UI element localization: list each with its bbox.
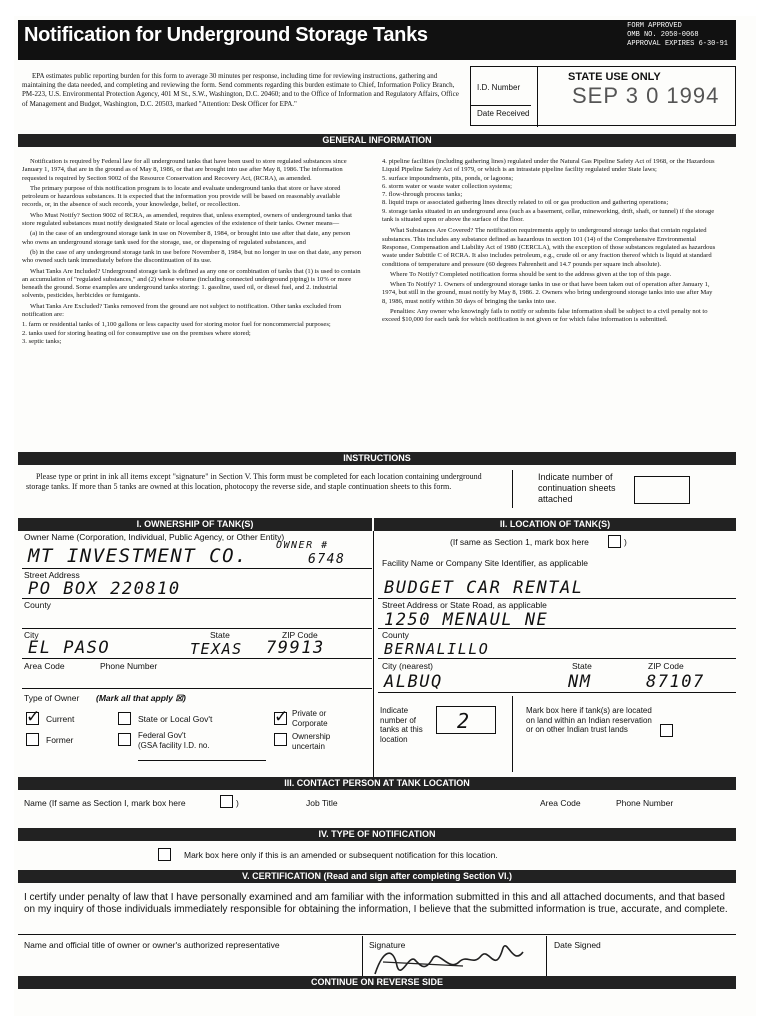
- location-zip-value[interactable]: 87107: [646, 672, 705, 692]
- location-street-label: Street Address or State Road, as applicable: [382, 600, 547, 610]
- contact-area-code-label: Area Code: [540, 798, 581, 808]
- continuation-sheets-field[interactable]: [634, 476, 690, 504]
- former-checkbox[interactable]: [26, 733, 39, 746]
- facility-name-label: Facility Name or Company Site Identifier, as applicable: [382, 558, 588, 568]
- stamp-date: SEP 3 0 1994: [572, 83, 720, 108]
- representative-name-label: Name and official title of owner or owner's authorized representative: [24, 940, 280, 950]
- form-header: [18, 20, 736, 60]
- signature-field[interactable]: [362, 936, 542, 980]
- gi-right-3: 6. storm water or waste water collection systems;: [382, 182, 513, 190]
- id-divider: [471, 105, 531, 106]
- location-county-value[interactable]: BERNALILLO: [384, 640, 490, 658]
- tank-count-value: 2: [457, 709, 471, 733]
- form-title: Notification for Underground Storage Tanks: [24, 24, 428, 46]
- area-code-label: Area Code: [24, 661, 65, 671]
- amended-notification-checkbox[interactable]: [158, 848, 171, 861]
- approval-expires: APPROVAL EXPIRES 6-30-91: [627, 40, 728, 48]
- street-address-value[interactable]: PO BOX 220810: [28, 579, 181, 599]
- gi-right-1: 4. pipeline facilities (including gathering lines) regulated under the Natural Gas Pipeline Safety Act of 1968, or the Hazardous Liquid Pipeline Safety Act of 1979, or which is an intrastate pipeline facility regulated under State laws;: [382, 158, 715, 174]
- gi-left-7: What Tanks Are Excluded? Tanks removed from the ground are not subject to notification. Other tanks excluded from notification are:: [22, 302, 342, 319]
- gsa-facility-text: (GSA facility I.D. no.: [138, 740, 210, 750]
- type-of-owner-hint: (Mark all that apply ☒): [96, 693, 186, 703]
- date-received-label: Date Received: [477, 109, 530, 118]
- location-state-label: State: [572, 661, 592, 671]
- contact-same-checkbox[interactable]: [220, 795, 233, 808]
- federal-gov-label: [138, 731, 268, 750]
- state-value[interactable]: TEXAS: [190, 640, 243, 658]
- gi-left-1: Notification is required by Federal law for all underground tanks that have been used to store regulated substances since January 1, 1974, that are in the ground as of May 8, 1986, or that are brought into use after May 8, 1986. The information requested is required by Section 9002 of the Resource Conservation and Recovery Act, (RCRA), as amended.: [22, 158, 347, 182]
- federal-gov-text: Federal Gov't: [138, 731, 186, 740]
- ownership-uncertain-label: Ownership uncertain: [292, 732, 331, 751]
- private-corporate-label: Private or Corporate: [292, 709, 328, 728]
- signature-label: Signature: [369, 940, 406, 950]
- gi-right-6: 9. storage tanks situated in an underground area (such as a basement, cellar, mineworking, drift, shaft, or tunnel) if the storage tank is situated upon or above the surface of the floor.: [382, 207, 715, 224]
- date-signed-label: Date Signed: [554, 940, 601, 950]
- ownership-uncertain-checkbox[interactable]: [274, 733, 287, 746]
- form-approved-line: FORM APPROVED: [627, 22, 682, 30]
- burden-text: EPA estimates public reporting burden for this form to average 30 minutes per response, including time for reviewing instructions, gathering and maintaining the data needed, and completing and reviewing the form. Send comments regarding this burden estimate to Chief, Information Policy Branch, PM-223, U.S. Environmental Protection Agency, 401 M St., S.W., Washington, D.C. 20460; and to the Office of Information and Regulatory Affairs, Office of Management and Budget, Washington, D.C. 20503, marked "Attention: Desk Officer for EPA.": [22, 72, 459, 108]
- zip-value[interactable]: 79913: [266, 638, 325, 658]
- omb-number: OMB NO. 2050-0068: [627, 31, 699, 39]
- type-of-owner-label: Type of Owner: [24, 693, 80, 703]
- facility-line: [378, 598, 736, 599]
- state-local-gov-label: State or Local Gov't: [138, 714, 213, 724]
- location-zip-label: ZIP Code: [648, 661, 684, 671]
- same-as-section1-checkbox[interactable]: [608, 535, 621, 548]
- location-street-value[interactable]: 1250 MENAUL NE: [384, 610, 549, 630]
- gi-right-9: When To Notify? 1. Owners of underground storage tanks in use or that have been taken out of operation after January 1, 1974, but still in the ground, must notify by May 8, 1986. 2. Owners who bring underground storage tanks into use after May 8, 1986, must notify within 30 days of bringing the tanks into use.: [382, 281, 713, 305]
- tank-count-label: Indicate number of tanks at this location: [380, 706, 423, 744]
- gi-right-8: Where To Notify? Completed notification forms should be sent to the address given at the top of this page.: [390, 270, 672, 278]
- state-use-box: [470, 66, 736, 126]
- location-city-line: [378, 692, 736, 693]
- gi-right-5: 8. liquid traps or associated gathering lines directly related to oil or gas production and gathering operations;: [382, 199, 669, 207]
- state-label: State: [210, 630, 230, 640]
- state-local-gov-checkbox[interactable]: [118, 712, 131, 725]
- location-city-value[interactable]: ALBUQ: [384, 672, 443, 692]
- general-info-left: [22, 158, 362, 346]
- federal-gov-checkbox[interactable]: [118, 733, 131, 746]
- current-checkbox[interactable]: [26, 712, 39, 725]
- gi-right-2: 5. surface impoundments, pits, ponds, or lagoons;: [382, 174, 514, 182]
- handwritten-signature: [363, 936, 543, 980]
- phone-line: [22, 688, 372, 689]
- location-county-line: [378, 658, 736, 659]
- facility-name-value[interactable]: BUDGET CAR RENTAL: [384, 578, 584, 598]
- gi-right-7: What Substances Are Covered? The notification requirements apply to underground storage tanks that contain regulated substances. This includes any substance defined as hazardous in section 101 (14) of the Comprehensive Environmental Response, Compensation and Liability Act of 1980 (CERCLA), with the exception of those substances regulated as hazardous waste under Subtitle C of RCRA. It also includes petroleum, e.g., crude oil or any fraction thereof which is liquid at standard conditions of temperature and pressure (60 degrees Fahrenheit and 14.7 pounds per square inch absolute).: [382, 227, 716, 268]
- location-county-label: County: [382, 630, 409, 640]
- contact-name-label: Name (If same as Section I, mark box here: [24, 798, 186, 808]
- owner-number-value[interactable]: 6748: [308, 552, 346, 567]
- received-stamp: [537, 67, 737, 127]
- gi-left-5: (b) in the case of any underground storage tank in use before November 8, 1984, but no longer in use on that date, any person who owned such tank immediately before the discontinuation of its use.: [22, 248, 362, 265]
- city-value[interactable]: EL PASO: [28, 638, 111, 658]
- section2-inner-divider: [512, 696, 513, 772]
- contact-same-close: ): [236, 798, 239, 808]
- id-number-label: I.D. Number: [477, 83, 521, 92]
- zip-label: ZIP Code: [282, 630, 318, 640]
- section-divider: [373, 531, 374, 777]
- location-street-line: [378, 628, 736, 629]
- county-line: [22, 628, 372, 629]
- amended-notification-label: Mark box here only if this is an amended or subsequent notification for this location.: [184, 850, 498, 860]
- city-line: [22, 658, 372, 659]
- street-address-label: Street Address: [24, 570, 80, 580]
- city-label: City: [24, 630, 39, 640]
- certification-line: [18, 934, 736, 935]
- instructions-heading: INSTRUCTIONS: [18, 452, 736, 465]
- indian-land-checkbox[interactable]: [660, 724, 673, 737]
- gi-left-2: The primary purpose of this notification program is to locate and evaluate underground tanks that store or have stored petroleum or hazardous substances. It is expected that the information you provide will be based on reasonably available records, or, in the absence of such records, your knowledge, belief, or recollection.: [22, 184, 341, 209]
- same-as-section1-label: (If same as Section 1, mark box here: [450, 537, 589, 547]
- owner-name-line: [22, 568, 372, 569]
- gi-right-10: Penalties: Any owner who knowingly fails to notify or submits false information shall be subject to a civil penalty not to exceed $10,000 for each tank for which notification is not given or for which false information is submitted.: [382, 308, 708, 324]
- owner-name-label: Owner Name (Corporation, Individual, Public Agency, or Other Entity): [24, 532, 285, 542]
- stamp-title: STATE USE ONLY: [568, 71, 661, 83]
- former-label: Former: [46, 735, 74, 745]
- gi-right-4: 7. flow-through process tanks;: [382, 191, 463, 199]
- continuation-label: Indicate number of continuation sheets attached: [538, 472, 616, 504]
- tank-count-field[interactable]: [436, 706, 496, 734]
- instructions-divider: [512, 470, 513, 508]
- section5-heading: V. CERTIFICATION (Read and sign after completing Section VI.): [18, 870, 736, 883]
- contact-job-title-label: Job Title: [306, 798, 338, 808]
- general-info-right: [382, 158, 716, 327]
- owner-number-label: OWNER #: [276, 540, 329, 551]
- continue-footer: CONTINUE ON REVERSE SIDE: [18, 976, 736, 989]
- instructions-text: Please type or print in ink all items except "signature" in Section V. This form must be completed for each location containing underground storage tanks. If more than 5 tanks are owned at this location, photocopy the reverse side, and staple continuation sheets to this form.: [26, 472, 482, 491]
- gi-left-3: Who Must Notify? Section 9002 of RCRA, as amended, requires that, unless exempted, owners of underground tanks that store regulated substances must notify designated State or local agencies of the existence of their tanks. Owner means—: [22, 211, 352, 228]
- contact-phone-label: Phone Number: [616, 798, 674, 808]
- owner-name-value[interactable]: MT INVESTMENT CO.: [28, 545, 248, 567]
- gi-left-6: What Tanks Are Included? Underground storage tank is defined as any one or combination of tanks that (1) is used to contain an accumulation of "regulated substances," and (2) whose volume (including connected underground piping) is 10% or more beneath the ground. Some examples are underground tanks storing: 1. gasoline, used oil, or diesel fuel, and 2. industrial solvents, pesticides, herbicides or fumigants.: [22, 267, 361, 300]
- general-info-heading: GENERAL INFORMATION: [18, 134, 736, 147]
- location-state-value[interactable]: NM: [568, 672, 592, 692]
- gi-left-9: 2. tanks used for storing heating oil for consumptive use on the premises where stored;: [22, 329, 251, 337]
- form-approval-info: [627, 22, 728, 49]
- private-corporate-checkbox[interactable]: [274, 712, 287, 725]
- county-label: County: [24, 600, 51, 610]
- indian-land-label: Mark box here if tank(s) are located on land within an Indian reservation or on other Indian trust lands: [526, 706, 652, 734]
- same-as-section1-close: ): [624, 537, 627, 547]
- section1-heading: I. OWNERSHIP OF TANK(S): [18, 518, 372, 531]
- burden-statement: [22, 72, 462, 109]
- gi-left-10: 3. septic tanks;: [22, 337, 62, 345]
- street-line: [22, 598, 372, 599]
- gi-left-8: 1. farm or residential tanks of 1,100 gallons or less capacity used for storing motor fuel for noncommercial purposes;: [22, 321, 331, 329]
- section2-heading: II. LOCATION OF TANK(S): [374, 518, 736, 531]
- gsa-id-line: [138, 760, 266, 761]
- current-label: Current: [46, 714, 75, 724]
- gi-left-4: (a) in the case of an underground storage tank in use on November 8, 1984, or brought into use after that date, any person who owns an underground storage tank used for the storage, use, or dispensing of regulated substances, and: [22, 230, 351, 246]
- section4-heading: IV. TYPE OF NOTIFICATION: [18, 828, 736, 841]
- date-signed-divider: [546, 936, 547, 980]
- location-city-label: City (nearest): [382, 661, 434, 671]
- certification-text: I certify under penalty of law that I have personally examined and am familiar with the information submitted in this and all attached documents, and that based on my inquiry of those individuals immediately responsible for obtaining the information, I believe that the submitted information is true, accurate, and complete.: [24, 892, 728, 915]
- section3-heading: III. CONTACT PERSON AT TANK LOCATION: [18, 777, 736, 790]
- phone-number-label: Phone Number: [100, 661, 158, 671]
